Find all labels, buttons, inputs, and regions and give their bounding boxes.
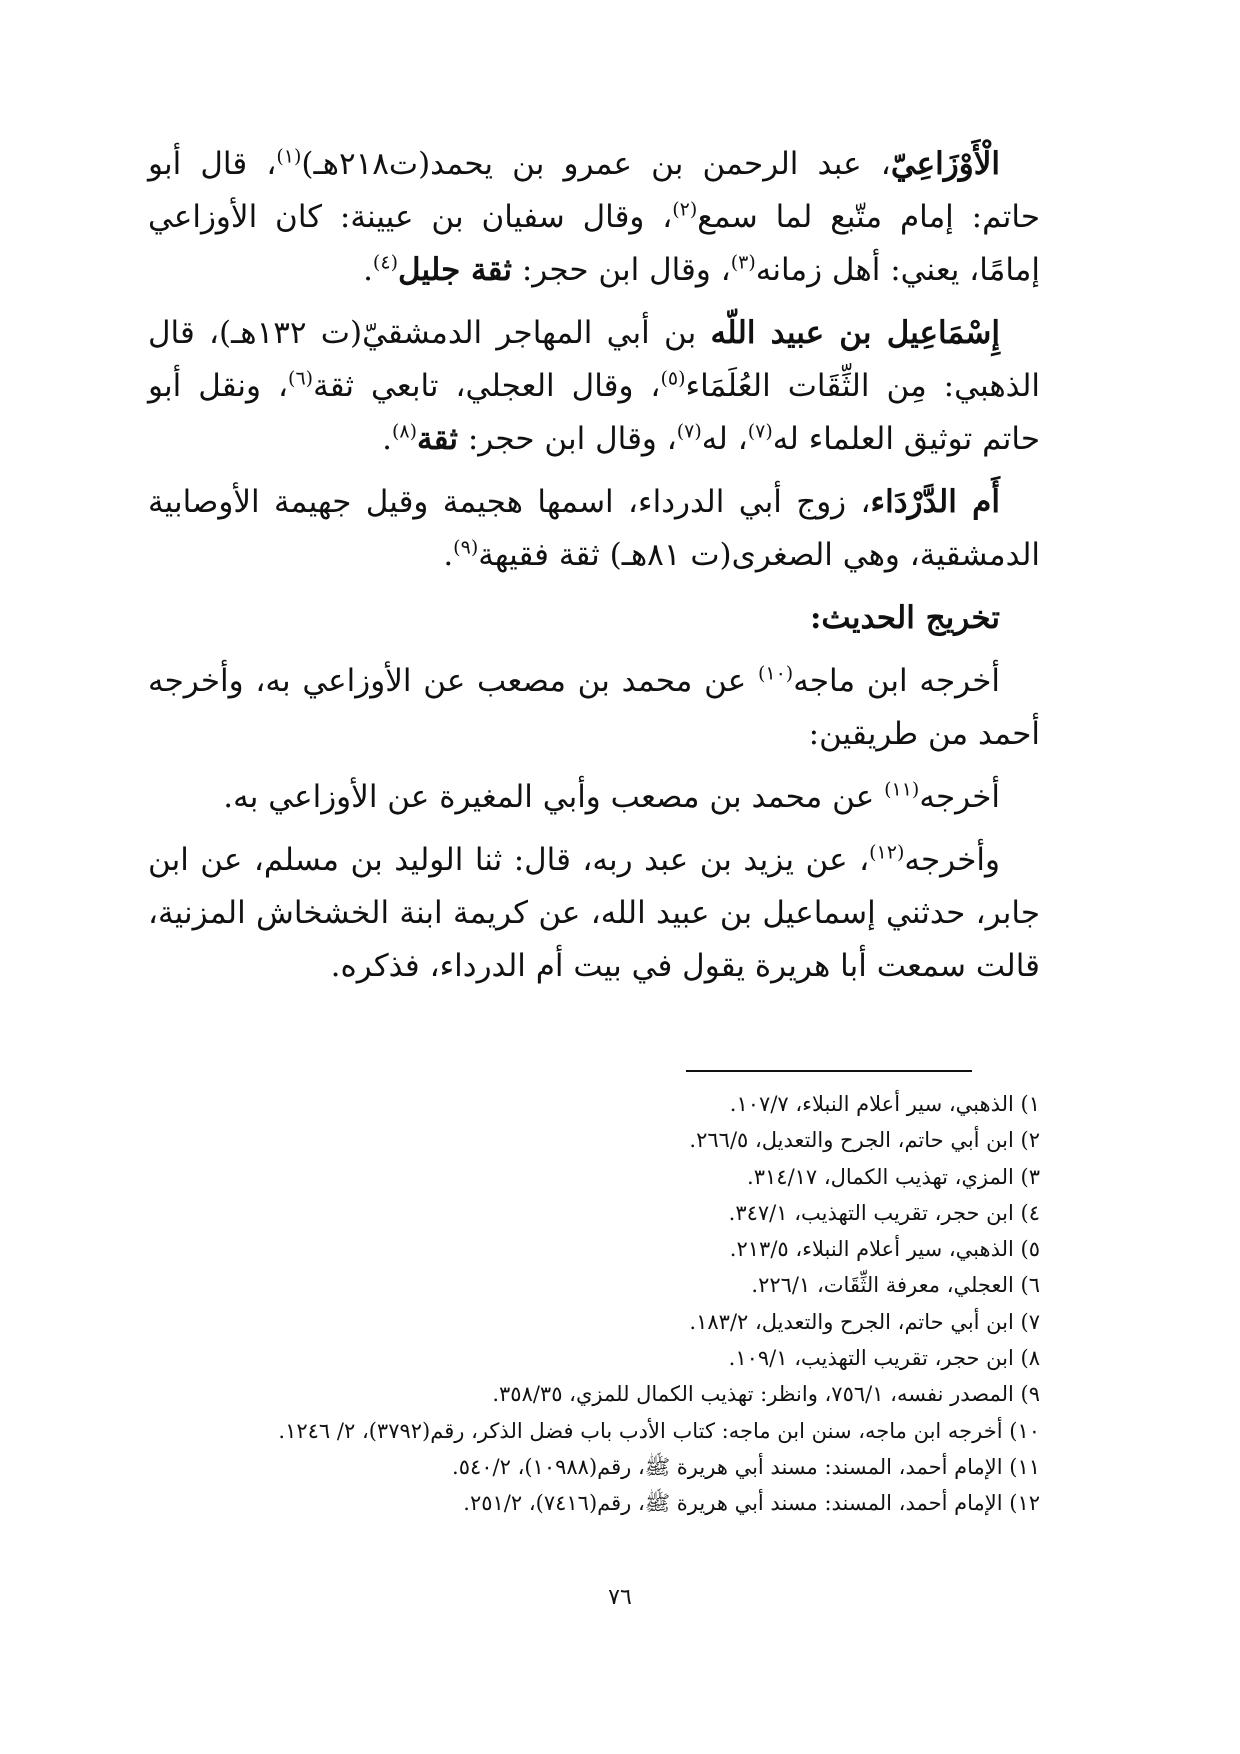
footnote-ref: (٢) [672, 198, 698, 221]
footnote-ref: (٦) [288, 367, 314, 390]
footnote-ref: (١٢) [869, 841, 905, 864]
footnote-ref: (٤) [372, 251, 398, 274]
footnote: ٣) المزي، تهذيب الكمال، ٣١٤/١٧. [747, 1164, 1040, 1189]
footnote: ٢) ابن أبي حاتم، الجرح والتعديل، ٢٦٦/٥. [689, 1128, 1040, 1153]
footnote-ref: (١) [276, 145, 302, 168]
footnote-ref: (١١) [884, 778, 920, 801]
paragraph-second-route: وأخرجه$^{(١٢)}$، عن يزيد بن عبد ربه، قال: ثنا الوليد بن مسلم، عن ابن جابر، حدثني إسماعيل بن عبيد الله، عن كريمة ابنة الخشخاش المزنية، قالت سمعت أبا هريرة يقول في بيت أم الدرداء، فذكره. [148, 841, 1040, 984]
footnote-ref: (٥) [660, 367, 686, 390]
footnote: ١١) الإمام أحمد، المسند: مسند أبي هريرة ﷺ، رقم(١٠٩٨٨)، ٥٤٠/٢. [452, 1454, 1040, 1479]
page-number: ٧٦ [608, 1585, 632, 1610]
footnotes [240, 1086, 1040, 1522]
footnote-separator [686, 1070, 972, 1072]
footnote: ٥) الذهبي، سير أعلام النبلاء، ٢١٣/٥. [729, 1237, 1040, 1262]
footnote: ١٢) الإمام أحمد، المسند: مسند أبي هريرة ﷺ، رقم(٧٤١٦)، ٢٥١/٢. [463, 1491, 1040, 1516]
footnote-ref: (٨) [391, 420, 418, 443]
footnote-ref: (٣) [730, 251, 756, 274]
narrator-name: أَم الدَّرْدَاء [870, 484, 1000, 520]
paragraph-umm-darda: أَم الدَّرْدَاء، زوج أبي الدرداء، اسمها هجيمة وقيل جهيمة الأوصابية الدمشقية، وهي الصغرى(ت ٨١هـ) ثقة فقيهة$^{(٩)}$. [148, 484, 1040, 573]
section-heading: تخريج الحديث: [809, 600, 1000, 636]
grade-text: ثقة جليل [397, 252, 512, 288]
footnote-ref: (٧) [747, 420, 773, 443]
footnote-ref: (٩) [453, 536, 479, 559]
main-text [148, 138, 1040, 1003]
paragraph-awzai: الْأَوْزَاعِيّ، عبد الرحمن بن عمرو بن يحمد(ت٢١٨هـ)$^{(١)}$، قال أبو حاتم: إمام متّبع لما سمع$^{(٢)}$، وقال سفيان بن عيينة: كان الأوزاعي إمامًا، يعني: أهل زمانه$^{(٣)}$، وقال ابن حجر: ثقة جليل$^{(٤)}$. [148, 145, 1040, 288]
footnote: ١) الذهبي، سير أعلام النبلاء، ١٠٧/٧. [729, 1092, 1040, 1116]
footnote: ٤) ابن حجر، تقريب التهذيب، ٣٤٧/١. [728, 1200, 1040, 1225]
paragraph-first-route: أخرجه$^{(١١)}$ عن محمد بن مصعب وأبي المغيرة عن الأوزاعي به. [223, 778, 1000, 815]
footnote: ٧) ابن أبي حاتم، الجرح والتعديل، ١٨٣/٢. [689, 1309, 1040, 1334]
grade-text: ثقة [417, 421, 458, 457]
footnote: ٨) ابن حجر، تقريب التهذيب، ١٠٩/١. [728, 1346, 1040, 1371]
footnote-ref: (٧) [676, 420, 702, 443]
paragraph-ismail: إِسْمَاعِيل بن عبيد اللّه بن أبي المهاجر الدمشقيّ(ت ١٣٢هـ)، قال الذهبي: مِن الثِّقَات العُلَمَاء$^{(٥)}$، وقال العجلي، تابعي ثقة$^{(٦)}$، ونقل أبو حاتم توثيق العلماء له$^{(٧)}$، له$^{(٧)}$، وقال ابن حجر: ثقة$^{(٨)}$. [148, 315, 1040, 457]
narrator-name: الْأَوْزَاعِيّ [890, 146, 1000, 182]
footnote: ٦) العجلي، معرفة الثِّقَات، ٢٢٦/١. [751, 1273, 1040, 1298]
footnote-ref: (١٠) [757, 662, 794, 685]
footnote: ٩) المصدر نفسه، ٧٥٦/١، وانظر: تهذيب الكمال للمزي، ٣٥٨/٣٥. [492, 1382, 1040, 1407]
paragraph-takhrij: أخرجه ابن ماجه$^{(١٠)}$ عن محمد بن مصعب عن الأوزاعي به، وأخرجه أحمد من طريقين: [148, 662, 1040, 752]
narrator-name: إِسْمَاعِيل بن عبيد اللّه [710, 315, 1000, 351]
footnote: ١٠) أخرجه ابن ماجه، سنن ابن ماجه: كتاب الأدب باب فضل الذكر، رقم(٣٧٩٢)، ٢/ ١٢٤٦. [278, 1418, 1040, 1443]
